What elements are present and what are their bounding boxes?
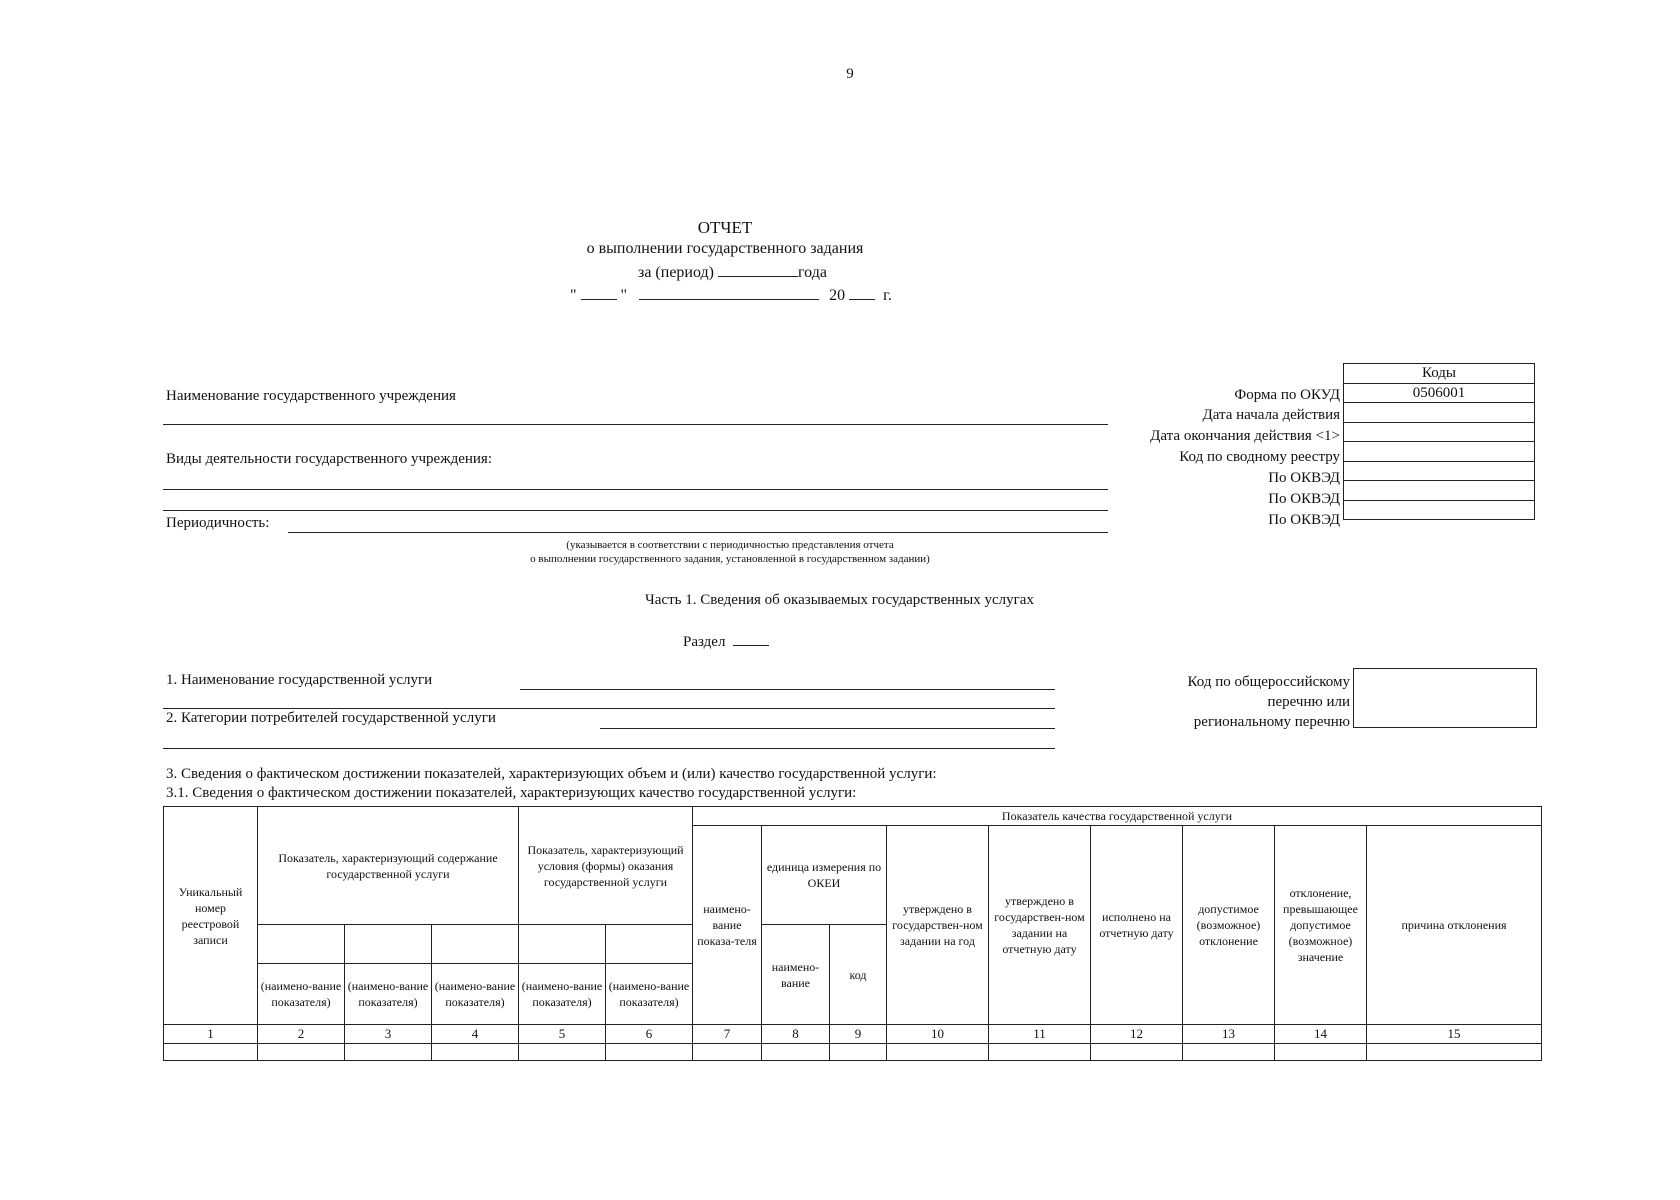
column-number: 14 bbox=[1275, 1025, 1367, 1044]
column-number: 13 bbox=[1183, 1025, 1275, 1044]
col-unit-okei: единица измерения по ОКЕИ bbox=[762, 826, 887, 925]
blank-sub-cell bbox=[606, 925, 693, 964]
code-start-date[interactable] bbox=[1344, 403, 1535, 423]
col-registry-number: Уникальный номер реестровой записи bbox=[164, 807, 258, 1025]
date-quote-close: " bbox=[620, 287, 628, 304]
code-label-okved-3: По ОКВЭД bbox=[1268, 512, 1340, 528]
column-number: 4 bbox=[432, 1025, 519, 1044]
table-cell[interactable] bbox=[164, 1044, 258, 1061]
table-row bbox=[164, 1044, 1542, 1061]
column-number: 2 bbox=[258, 1025, 345, 1044]
column-number: 12 bbox=[1091, 1025, 1183, 1044]
col-conditions-sub-2: (наимено-вание показателя) bbox=[606, 964, 693, 1025]
blank-sub-cell bbox=[345, 925, 432, 964]
table-cell[interactable] bbox=[1367, 1044, 1542, 1061]
section-label bbox=[683, 631, 769, 651]
registry-code-box[interactable] bbox=[1353, 668, 1537, 728]
period-label bbox=[638, 262, 827, 282]
column-number: 11 bbox=[989, 1025, 1091, 1044]
period-suffix: года bbox=[797, 264, 827, 281]
code-okved-3[interactable] bbox=[1344, 500, 1535, 520]
institution-name-label: Наименование государственного учреждения bbox=[166, 388, 456, 404]
table-cell[interactable] bbox=[258, 1044, 345, 1061]
document-title: ОТЧЕТ bbox=[697, 218, 753, 237]
col-conditions-sub-1: (наимено-вание показателя) bbox=[519, 964, 606, 1025]
part1-heading: Часть 1. Сведения об оказываемых государственных услугах bbox=[645, 592, 1034, 608]
col-unit-code: код bbox=[830, 925, 887, 1025]
column-number: 3 bbox=[345, 1025, 432, 1044]
blank-sub-cell bbox=[432, 925, 519, 964]
col-content-sub-3: (наимено-вание показателя) bbox=[432, 964, 519, 1025]
blank-sub-cell bbox=[519, 925, 606, 964]
column-number: 6 bbox=[606, 1025, 693, 1044]
table-cell[interactable] bbox=[762, 1044, 830, 1061]
column-numbers-row bbox=[164, 1025, 1542, 1044]
section-label-text: Раздел bbox=[683, 634, 726, 650]
column-number: 9 bbox=[830, 1025, 887, 1044]
code-label-okved-2: По ОКВЭД bbox=[1268, 491, 1340, 507]
column-number: 10 bbox=[887, 1025, 989, 1044]
periodicity-label: Периодичность: bbox=[166, 515, 270, 531]
document-subtitle: о выполнении государственного задания bbox=[586, 240, 864, 257]
col-approved-date: утверждено в государствен-ном задании на отчетную дату bbox=[989, 826, 1091, 1025]
col-approved-year: утверждено в государствен-ном задании на год bbox=[887, 826, 989, 1025]
quality-indicators-table bbox=[163, 806, 1542, 1061]
code-end-date[interactable] bbox=[1344, 422, 1535, 442]
column-number: 5 bbox=[519, 1025, 606, 1044]
activity-types-label: Виды деятельности государственного учреждения: bbox=[166, 451, 492, 467]
code-label-start-date: Дата начала действия bbox=[1202, 407, 1340, 423]
registry-code-label-2: перечню или bbox=[1267, 694, 1350, 710]
table-cell[interactable] bbox=[887, 1044, 989, 1061]
column-number: 15 bbox=[1367, 1025, 1542, 1044]
col-content-sub-2: (наимено-вание показателя) bbox=[345, 964, 432, 1025]
column-number: 7 bbox=[693, 1025, 762, 1044]
code-label-end-date: Дата окончания действия <1> bbox=[1150, 428, 1340, 444]
day-blank[interactable] bbox=[581, 285, 617, 300]
period-blank[interactable] bbox=[718, 262, 798, 277]
item3-text: 3. Сведения о фактическом достижении показателей, характеризующих объем и (или) качество государственной услуги: bbox=[166, 766, 937, 782]
col-allowed-deviation: допустимое (возможное) отклонение bbox=[1183, 826, 1275, 1025]
code-label-okved-1: По ОКВЭД bbox=[1268, 470, 1340, 486]
year-suffix: г. bbox=[883, 287, 892, 304]
section-number-blank[interactable] bbox=[733, 631, 769, 646]
code-okud[interactable]: 0506001 bbox=[1344, 383, 1535, 403]
consumers-field-1[interactable] bbox=[600, 728, 1055, 729]
periodicity-note-line-2: о выполнении государственного задания, установленной в государственном задании) bbox=[530, 553, 930, 565]
col-indicator-name: наимено-вание показа-теля bbox=[693, 826, 762, 1025]
col-deviation-reason: причина отклонения bbox=[1367, 826, 1542, 1025]
year-blank[interactable] bbox=[849, 285, 875, 300]
code-okved-1[interactable] bbox=[1344, 461, 1535, 481]
col-content-indicator: Показатель, характеризующий содержание государственной услуги bbox=[258, 807, 519, 925]
registry-code-label bbox=[1100, 672, 1350, 732]
table-cell[interactable] bbox=[1275, 1044, 1367, 1061]
item31-text: 3.1. Сведения о фактическом достижении показателей, характеризующих качество государственной услуги: bbox=[166, 785, 857, 801]
code-label-okud: Форма по ОКУД bbox=[1234, 387, 1340, 403]
table-cell[interactable] bbox=[345, 1044, 432, 1061]
registry-code-label-1: Код по общероссийскому bbox=[1187, 674, 1350, 690]
service-name-label: 1. Наименование государственной услуги bbox=[166, 672, 433, 688]
col-content-sub-1: (наимено-вание показателя) bbox=[258, 964, 345, 1025]
col-quality-indicator: Показатель качества государственной услуги bbox=[693, 807, 1542, 826]
year-prefix: 20 bbox=[829, 287, 846, 304]
codes-header: Коды bbox=[1344, 364, 1535, 384]
table-cell[interactable] bbox=[989, 1044, 1091, 1061]
periodicity-note bbox=[420, 538, 1040, 566]
page-number: 9 bbox=[846, 66, 854, 82]
column-number: 1 bbox=[164, 1025, 258, 1044]
table-cell[interactable] bbox=[1183, 1044, 1275, 1061]
table-cell[interactable] bbox=[519, 1044, 606, 1061]
activity-types-field-1[interactable] bbox=[163, 489, 1108, 490]
table-cell[interactable] bbox=[693, 1044, 762, 1061]
col-executed: исполнено на отчетную дату bbox=[1091, 826, 1183, 1025]
code-okved-2[interactable] bbox=[1344, 481, 1535, 501]
date-quote-open: " bbox=[570, 287, 577, 304]
period-prefix: за (период) bbox=[638, 264, 714, 281]
report-date-line bbox=[570, 285, 892, 305]
col-unit-name: наимено-вание bbox=[762, 925, 830, 1025]
table-cell[interactable] bbox=[1091, 1044, 1183, 1061]
consumers-field-2[interactable] bbox=[163, 748, 1055, 749]
col-conditions-indicator: Показатель, характеризующий условия (формы) оказания государственной услуги bbox=[519, 807, 693, 925]
table-cell[interactable] bbox=[432, 1044, 519, 1061]
institution-name-field[interactable] bbox=[163, 424, 1108, 425]
consumers-label: 2. Категории потребителей государственной услуги bbox=[166, 710, 496, 726]
code-label-registry: Код по сводному реестру bbox=[1179, 449, 1340, 465]
column-number: 8 bbox=[762, 1025, 830, 1044]
codes-box bbox=[1343, 363, 1535, 520]
service-name-field-1[interactable] bbox=[520, 689, 1055, 690]
month-blank[interactable] bbox=[639, 285, 819, 300]
service-name-field-2[interactable] bbox=[163, 708, 1055, 709]
activity-types-field-2[interactable] bbox=[163, 510, 1108, 511]
periodicity-note-line-1: (указывается в соответствии с периодичностью представления отчета bbox=[566, 539, 894, 551]
blank-sub-cell bbox=[258, 925, 345, 964]
code-registry[interactable] bbox=[1344, 442, 1535, 462]
registry-code-label-3: региональному перечню bbox=[1193, 714, 1350, 730]
periodicity-field[interactable] bbox=[288, 532, 1108, 533]
col-excess-deviation: отклонение, превышающее допустимое (возможное) значение bbox=[1275, 826, 1367, 1025]
table-cell[interactable] bbox=[606, 1044, 693, 1061]
table-cell[interactable] bbox=[830, 1044, 887, 1061]
